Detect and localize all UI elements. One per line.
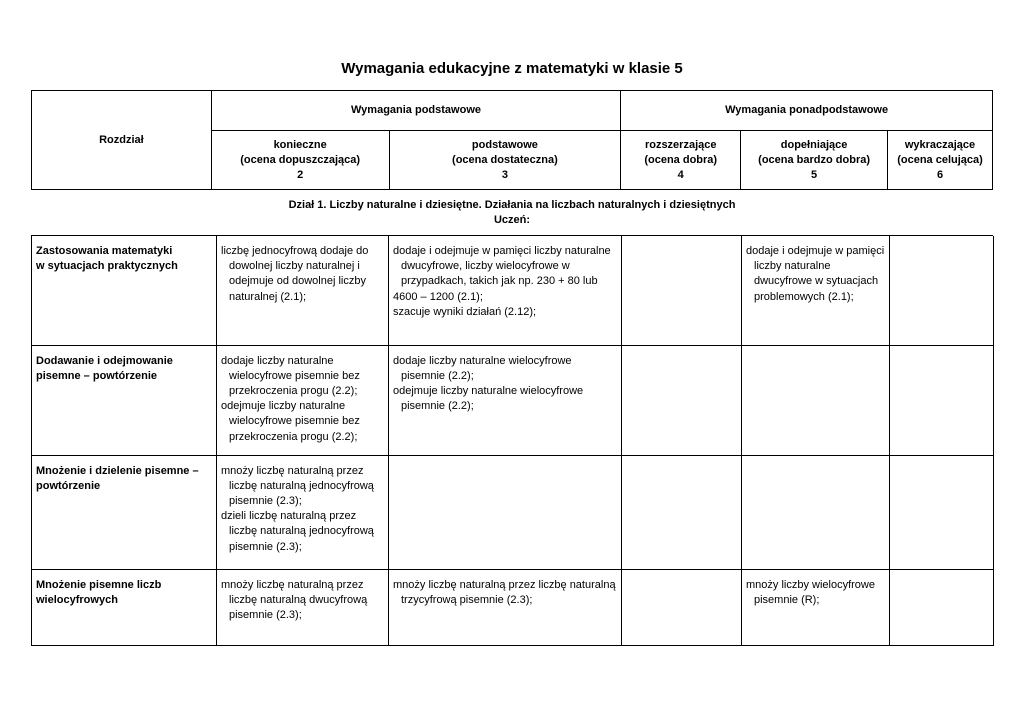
level-name: podstawowe bbox=[471, 138, 538, 151]
section-subtitle: Uczeń: bbox=[493, 214, 531, 226]
requirement-cell-4 bbox=[622, 569, 742, 645]
row-topic bbox=[32, 455, 217, 569]
requirement-item: mnoży liczbę naturalną przez liczbę naturalną dwucyfrową pisemnie (2.3); bbox=[221, 578, 368, 621]
level-number: 2 bbox=[297, 168, 304, 181]
header-level-3 bbox=[389, 131, 621, 190]
level-name: rozszerzające bbox=[644, 138, 717, 151]
header-level-4 bbox=[621, 131, 741, 190]
topic-line: Dodawanie i odejmowanie bbox=[36, 354, 173, 367]
requirement-cell-5 bbox=[742, 569, 890, 645]
row-topic bbox=[32, 569, 217, 645]
topic-line: Mnożenie pisemne liczb bbox=[36, 578, 162, 591]
requirement-item: szacuje wyniki działań (2.12); bbox=[393, 305, 537, 318]
level-name: dopełniające bbox=[780, 138, 848, 151]
requirements-table bbox=[31, 236, 994, 646]
level-grade: (ocena dopuszczająca) bbox=[240, 153, 361, 166]
requirement-cell-6 bbox=[890, 345, 994, 455]
requirement-cell-6 bbox=[890, 569, 994, 645]
requirement-item: odejmuje liczby naturalne wielocyfrowe pisemnie bez przekroczenia progu (2.2); bbox=[221, 400, 360, 443]
requirement-cell-4 bbox=[622, 345, 742, 455]
table-row bbox=[32, 236, 994, 345]
requirement-cell-6 bbox=[890, 236, 994, 345]
header-level-2 bbox=[211, 131, 389, 190]
requirement-cell-2 bbox=[217, 455, 389, 569]
requirement-item: dzieli liczbę naturalną przez liczbę naturalną jednocyfrową pisemnie (2.3); bbox=[221, 510, 374, 553]
requirement-cell-5 bbox=[742, 455, 890, 569]
requirement-item: dodaje i odejmuje w pamięci liczby naturalne dwucyfrowe, liczby wielocyfrowe w przypadkach, takich jak np. 230 + 80 lub bbox=[393, 245, 611, 288]
topic-line: Mnożenie i dzielenie pisemne – bbox=[36, 464, 199, 477]
requirement-cell-3 bbox=[389, 236, 622, 345]
requirement-cell-3 bbox=[389, 455, 622, 569]
level-number: 6 bbox=[936, 168, 944, 181]
header-level-5 bbox=[741, 131, 888, 190]
row-topic bbox=[32, 236, 217, 345]
level-name: konieczne bbox=[273, 138, 327, 151]
requirement-cell-5 bbox=[742, 236, 890, 345]
header-rozdzial: Rozdział bbox=[32, 91, 212, 190]
requirement-item: odejmuje liczby naturalne wielocyfrowe pisemnie (2.2); bbox=[393, 384, 584, 413]
requirement-item: 4600 – 1200 (2.1); bbox=[393, 290, 483, 303]
level-grade: (ocena celująca) bbox=[897, 153, 983, 166]
level-grade: (ocena dobra) bbox=[644, 153, 718, 166]
level-number: 4 bbox=[677, 168, 684, 181]
requirement-cell-5 bbox=[742, 345, 890, 455]
requirement-cell-2 bbox=[217, 345, 389, 455]
requirement-item: mnoży liczby wielocyfrowe pisemnie (R); bbox=[746, 578, 875, 606]
requirement-item: liczbę jednocyfrową dodaje do dowolnej liczby naturalnej i odejmuje od dowolnej liczby naturalnej (2.1); bbox=[221, 245, 369, 303]
page-title: Wymagania edukacyjne z matematyki w klasie 5 bbox=[341, 60, 683, 77]
topic-line: Zastosowania matematyki bbox=[36, 245, 173, 257]
requirement-cell-4 bbox=[622, 455, 742, 569]
requirements-body bbox=[31, 235, 993, 646]
requirement-item: dodaje liczby naturalne wielocyfrowe pisemnie bez przekroczenia progu (2.2); bbox=[221, 354, 360, 397]
header-basic-requirements: Wymagania podstawowe bbox=[211, 91, 621, 131]
requirement-cell-2 bbox=[217, 569, 389, 645]
requirement-cell-4 bbox=[622, 236, 742, 345]
table-row bbox=[32, 455, 994, 569]
section-title: Dział 1. Liczby naturalne i dziesiętne. Działania na liczbach naturalnych i dziesiętnych bbox=[288, 199, 736, 211]
topic-line: w sytuacjach praktycznych bbox=[36, 260, 178, 273]
requirement-cell-3 bbox=[389, 345, 622, 455]
header-advanced-requirements: Wymagania ponadpodstawowe bbox=[621, 91, 993, 131]
level-name: wykraczające bbox=[904, 138, 976, 151]
level-grade: (ocena bardzo dobra) bbox=[758, 153, 871, 166]
level-number: 5 bbox=[811, 168, 818, 181]
requirement-cell-2 bbox=[217, 236, 389, 345]
row-topic bbox=[32, 345, 217, 455]
level-grade: (ocena dostateczna) bbox=[452, 153, 558, 166]
topic-line: pisemne – powtórzenie bbox=[36, 369, 158, 382]
topic-line: wielocyfrowych bbox=[36, 593, 118, 606]
topic-line: powtórzenie bbox=[36, 479, 101, 492]
requirement-cell-3 bbox=[389, 569, 622, 645]
header-level-6 bbox=[888, 131, 993, 190]
requirement-cell-6 bbox=[890, 455, 994, 569]
section-heading bbox=[0, 198, 1024, 228]
requirement-item: mnoży liczbę naturalną przez liczbę naturalną jednocyfrową pisemnie (2.3); bbox=[221, 464, 374, 507]
level-number: 3 bbox=[501, 168, 508, 181]
requirement-item: dodaje liczby naturalne wielocyfrowe pisemnie (2.2); bbox=[393, 354, 572, 382]
table-row bbox=[32, 345, 994, 455]
requirements-header-table bbox=[31, 90, 993, 190]
requirement-item: dodaje i odejmuje w pamięci liczby naturalne dwucyfrowe w sytuacjach problemowych (2.1); bbox=[746, 245, 885, 303]
table-row bbox=[32, 569, 994, 645]
requirement-item: mnoży liczbę naturalną przez liczbę naturalną trzycyfrową pisemnie (2.3); bbox=[393, 578, 616, 606]
